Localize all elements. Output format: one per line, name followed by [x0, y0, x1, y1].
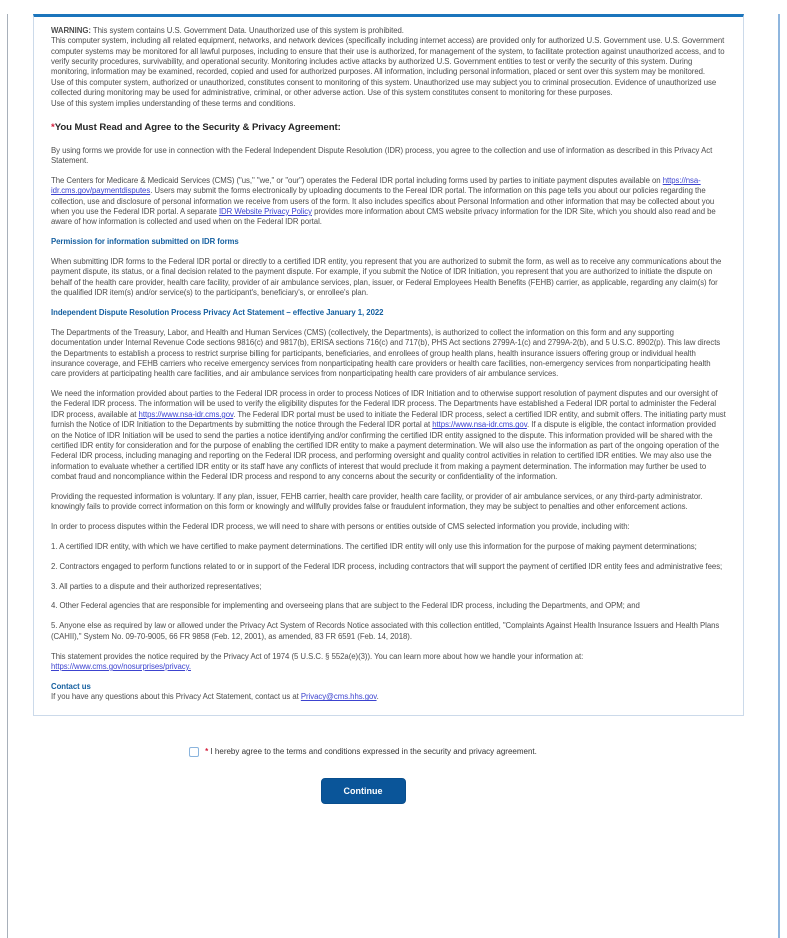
consent-row[interactable] [189, 747, 537, 757]
system-warning-block [51, 26, 726, 109]
agreement-heading-text: You Must Read and Agree to the Security & Privacy Agreement: [54, 121, 341, 133]
privacy-act-notice-paragraph [51, 652, 726, 673]
consent-required-asterisk: * [205, 747, 209, 756]
cms-nosurprises-privacy-link[interactable]: https://www.cms.gov/nosurprises/privacy. [51, 661, 191, 671]
permission-paragraph: When submitting IDR forms to the Federal IDR portal or directly to a certified IDR entity, you represent that you are authorized to submit the form, as well as to receive any communications about the payment dispute, its status, or a final decision related to the payment dispute. For example, if you submit the Notice of IDR Initiation, you represent that you are authorized to initiate the dispute on behalf of the health care provider, health care facility, provider of air ambulance services, plan, issuer, or Federal Employees Health Benefits (FEHB) carrier, as applicable, regarding any claim(s) for the qualified IDR item(s) and/or service(s) to the participant's, beneficiary's, or enrollee's plan. [51, 257, 722, 298]
share-list-item-4: 4. Other Federal agencies that are responsible for implementing and overseeing plans that are subject to the Federal IDR process, including the Departments, and OPM; and [51, 601, 640, 611]
contact-text-1: If you have any questions about this Privacy Act Statement, contact us at [51, 692, 301, 702]
we-need-text-2: . The Federal IDR portal must be used to initiate the Federal IDR process, select a certified IDR entity, and submit offers. The initiating party must furnish the Notice of IDR Initiation to the Departments by submitting the notice through the Federal IDR portal at [51, 409, 726, 430]
cms-operates-paragraph [51, 176, 726, 228]
continue-button[interactable]: Continue [321, 778, 406, 804]
consent-label-text: I hereby agree to the terms and conditions expressed in the security and privacy agreement. [208, 747, 537, 756]
consent-label [205, 747, 537, 756]
share-list-item-3: 3. All parties to a dispute and their authorized representatives; [51, 581, 262, 591]
required-asterisk: * [51, 121, 55, 133]
share-list-item-5: 5. Anyone else as required by law or allowed under the Privacy Act System of Records Notice associated with this collection entitled, "Complaints Against Health Insurance Issuers and Health Plans (CAHII)," System No. 09-70-9005, 66 FR 9858 (Feb. 12, 2001), as amended, 83 FR 6591 (Feb. 14, 2018). [51, 621, 720, 641]
privacy-email-link[interactable]: Privacy@cms.hhs.gov [300, 692, 377, 702]
agreement-heading [51, 122, 726, 135]
warning-body-1: This computer system, including all related equipment, networks, and network devices (specifically including internet access) are provided only for authorized U.S. Government use. U.S. Government computer systems may be monitored for all lawful purposes, including to ensure that their use is authorized, for management of the system, to facilitate protection against unauthorized access, and to verify security procedures, survivability, and operational security. Monitoring includes active attacks by authorized U.S. Government entities to test or verify the security of this system. During monitoring, information may be examined, recorded, copied and used for authorized purposes. All information, including personal information, placed or sent over this system may be monitored. [51, 36, 725, 77]
contact-text-2: . [376, 692, 379, 702]
privacy-agreement-page [0, 14, 787, 938]
voluntary-paragraph: Providing the requested information is voluntary. If any plan, issuer, FEHB carrier, health care provider, health care facility, or provider of air ambulance services, or any third-party administrator. knowingly fails to provide correct information on this form or knowingly and willfully provides false or fraudulent information, they may be subject to penalties and other enforcement actions. [51, 491, 703, 512]
contact-us-paragraph [51, 692, 726, 702]
page-left-edge-line [7, 14, 8, 938]
privacy-act-notice-text: This statement provides the notice required by the Privacy Act of 1974 (5 U.S.C. § 552a(e)(3)). You can learn more about how we handle your information at: [51, 651, 584, 661]
consent-area [33, 744, 693, 804]
warning-body-3: Use of this system implies understanding of these terms and conditions. [51, 98, 296, 108]
share-intro-paragraph: In order to process disputes within the Federal IDR process, we will need to share with persons or entities outside of CMS selected information you provide, including with: [51, 522, 630, 532]
nsa-idr-portal-link-1[interactable]: https://www.nsa-idr.cms.gov [138, 409, 234, 419]
we-need-information-paragraph [51, 389, 726, 482]
agreement-intro-paragraph: By using forms we provide for use in connection with the Federal Independent Dispute Resolution (IDR) process, you agree to the collection and use of information as described in this Privacy Act Statement. [51, 145, 713, 165]
warning-label: WARNING: [51, 26, 91, 35]
page-right-edge-line [778, 14, 780, 938]
cms-paragraph-text-2: . Users may submit the forms electronically by uploading documents to the Fereal IDR portal. The information on this page tells you about our policies regarding the collection, use and disclosure of personal information we receive from users of the form. It also includes specifics about Personal Information and other information that may be collected about you when you use the Federal IDR portal. A separate [51, 186, 715, 216]
departments-paragraph: The Departments of the Treasury, Labor, and Health and Human Services (CMS) (collectively, the Departments), is authorized to collect the information on this form and any supporting documentation under Internal Revenue Code sections 9816(c) and 9817(b), ERISA sections 716(c) and 717(b), PHS Act sections 2799A-1(c) and 2799A-2(b), and 5 U.S.C. 8902(p). This law directs the Departments to establish a process to restrict surprise billing for participants, beneficiaries, and enrollees of group health plans, health insurance issuers offering group or individual health insurance coverage, and FEHB carriers who receive emergency services from nonparticipating health care providers or health care facilities, non-emergency services from nonparticipating health care providers at participating health care facilities, and air ambulance services from nonparticipating health care providers of air ambulance services. [51, 327, 721, 379]
contact-us-heading: Contact us [51, 681, 91, 691]
we-need-text-1: We need the information provided about parties to the Federal IDR process in order to process Notices of IDR Initiation and to otherwise support resolution of payment disputes and our oversight of the Federal IDR process. The information will be used to verify the eligibility disputes for the Federal IDR process. The Departments have established a Federal IDR portal to administer the Federal IDR process, available at [51, 389, 718, 419]
idr-website-privacy-policy-link[interactable]: IDR Website Privacy Policy [218, 206, 312, 216]
privacy-act-statement-heading: Independent Dispute Resolution Process Privacy Act Statement – effective January 1, 2022 [51, 307, 384, 317]
agree-checkbox[interactable] [189, 747, 199, 757]
warning-line [51, 26, 726, 36]
permission-section-heading: Permission for information submitted on IDR forms [51, 237, 239, 247]
nsa-idr-portal-link-2[interactable]: https://www.nsa-idr.cms.gov [432, 420, 527, 430]
cms-paragraph-text-1: The Centers for Medicare & Medicaid Services (CMS) ("us," "we," or "our") operates the Federal IDR portal including forms used by parties to initiate payment disputes available on [51, 175, 663, 185]
paymentdisputes-link[interactable]: https://nsa-idr.cms.gov/paymentdisputes [51, 175, 701, 196]
warning-body-2: Use of this computer system, authorized or unauthorized, constitutes consent to monitoring of this system. Unauthorized use may subject you to criminal prosecution. Evidence of unauthorized use collected during monitoring may be used for administrative, criminal, or other adverse action. Use of this system constitutes consent to monitoring for these purposes. [51, 77, 717, 98]
warning-intro: This system contains U.S. Government Data. Unauthorized use of this system is prohibited. [90, 26, 404, 35]
cms-paragraph-text-3: provides more information about CMS website privacy information for the IDR Site, which you should also read and be aware of how information is collected and used when on the Federal IDR portal. [51, 206, 716, 227]
share-list-item-1: 1. A certified IDR entity, with which we have certified to make payment determinations. The certified IDR entity will only use this information for the purpose of making payment determinations; [51, 541, 697, 551]
agreement-text-panel [33, 14, 744, 716]
share-list-item-2: 2. Contractors engaged to perform functions related to or in support of the Federal IDR process, including contractors that will support the payment of certified IDR entity fees and administrative fees; [51, 561, 723, 571]
we-need-text-3: . If a dispute is eligible, the contact information provided on the Notice of IDR Initiation will be used to send the parties a notice identifying and/or confirming the certified IDR entity assigned to the dispute. This information provided will be shared with the certified IDR entity for consideration and for the purpose of enabling the certified IDR entity to make a payment determination. We will also use the information as part of the ongoing operation of the Federal IDR process, including managing and reporting on the Federal IDR process, and performing oversight and quality control activities in relation to certified IDR entities. We may also use the information to evaluate whether a certified IDR entity or its staff have any conflicts of interest that would preclude it from making a payment determination. The information may further be used to combat fraud and noncompliance within the Federal IDR process and respond to any concerns about the security or confidentiality of the information. [51, 420, 720, 481]
